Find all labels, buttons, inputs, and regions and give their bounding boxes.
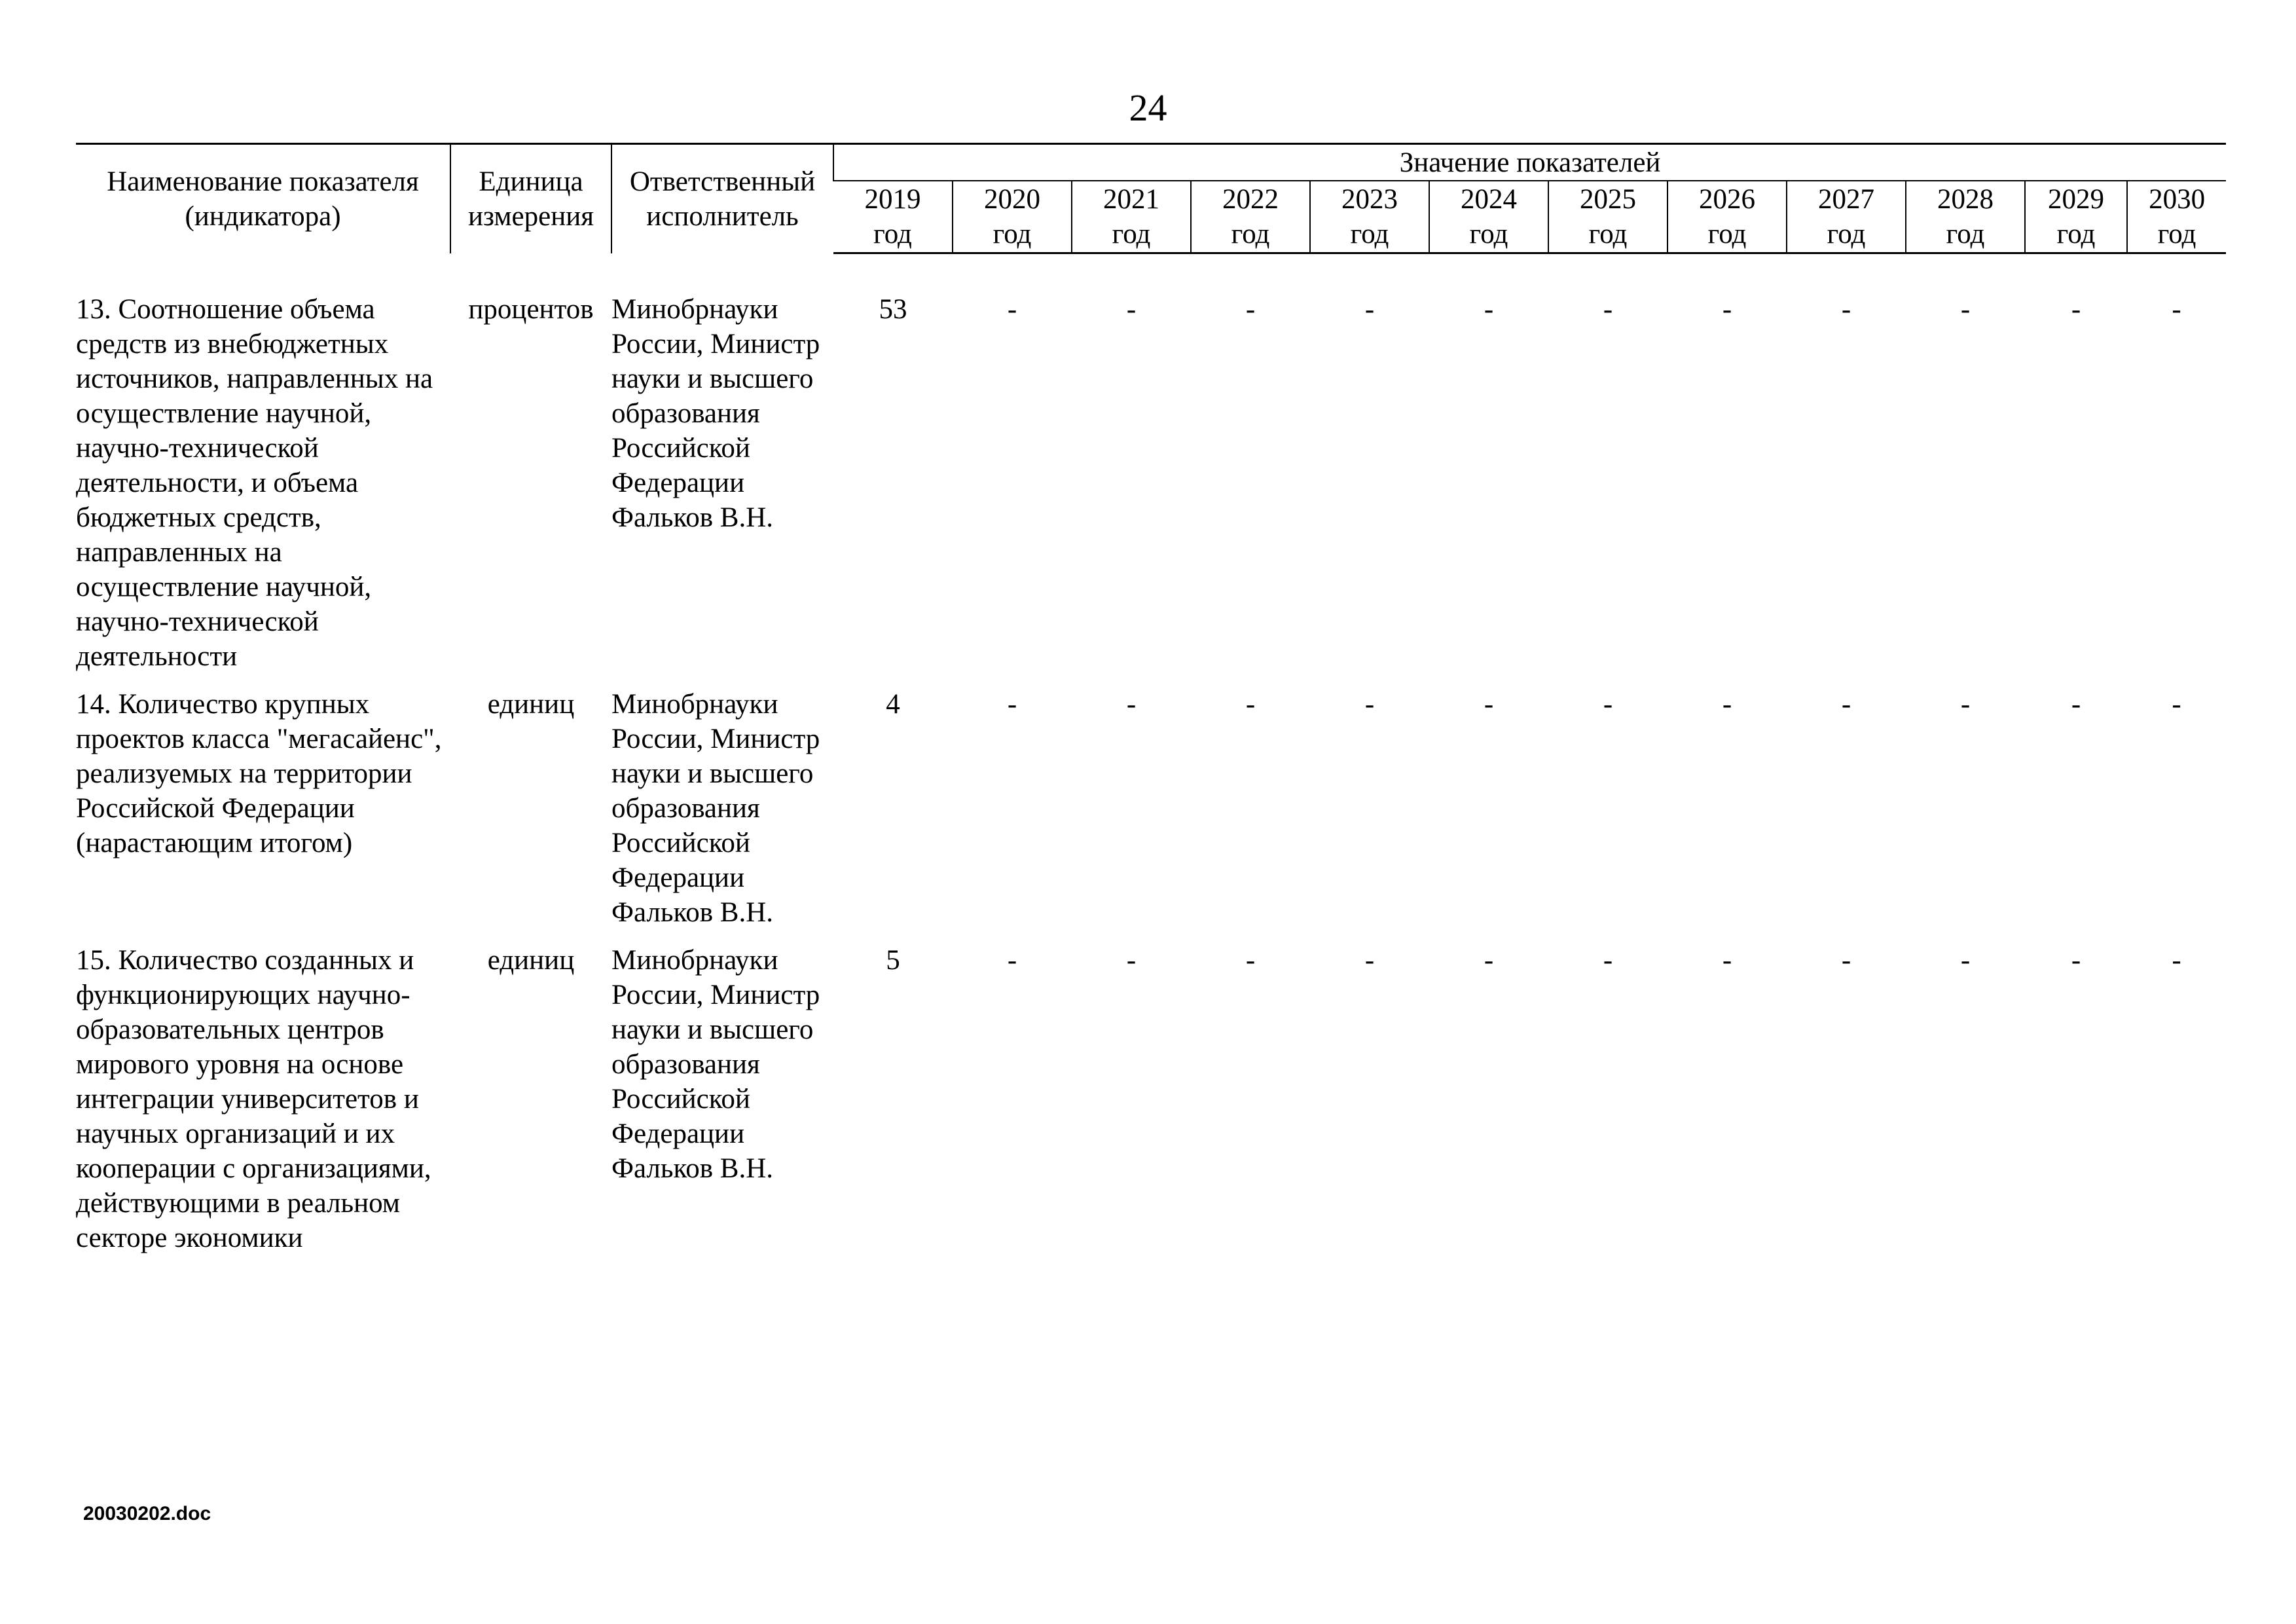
- header-values-group: Значение показателей: [833, 144, 2226, 181]
- indicator-value: -: [1960, 945, 1971, 976]
- indicator-value: -: [2071, 294, 2081, 325]
- header-year: 2028 год: [1906, 181, 2025, 253]
- header-unit: Единица измерения: [450, 144, 611, 253]
- indicator-value: -: [1126, 294, 1137, 325]
- indicator-value: -: [1841, 294, 1851, 325]
- indicator-value: -: [1484, 689, 1494, 720]
- indicator-value: -: [1841, 945, 1851, 976]
- indicator-value: -: [1722, 945, 1732, 976]
- indicator-value: -: [1960, 294, 1971, 325]
- indicator-value: 53: [879, 294, 907, 325]
- indicator-value: -: [2172, 945, 2181, 976]
- table-row: [76, 292, 2226, 674]
- indicator-value: -: [1007, 689, 1017, 720]
- header-responsible: Ответственный исполнитель: [611, 144, 833, 253]
- indicator-unit: единиц: [487, 945, 575, 976]
- indicator-name: 15. Количество созданных и функционирующих научно-образовательных центров мирового уровня на основе интеграции университетов и научных организаций и их кооперации с организациями, действующими в реальном секторе экономики: [76, 945, 431, 1253]
- indicator-value: -: [1722, 689, 1732, 720]
- indicator-unit: процентов: [468, 294, 594, 325]
- indicator-value: -: [1007, 945, 1017, 976]
- page-number: 24: [1129, 86, 1167, 129]
- indicator-value: -: [1364, 945, 1375, 976]
- indicator-value: -: [2172, 294, 2181, 325]
- header-year: 2020 год: [953, 181, 1072, 253]
- indicator-value: -: [1841, 689, 1851, 720]
- indicator-value: -: [1245, 294, 1256, 325]
- indicators-table: [76, 143, 2226, 1255]
- indicator-value: -: [1484, 945, 1494, 976]
- indicator-value: -: [1960, 689, 1971, 720]
- indicator-responsible: Минобрнауки России, Министр науки и высшего образования Российской Федерации Фальков В.Н.: [611, 294, 820, 533]
- indicator-unit: единиц: [487, 689, 575, 720]
- indicator-value: -: [1126, 689, 1137, 720]
- indicator-value: 4: [886, 689, 900, 720]
- indicator-responsible: Минобрнауки России, Министр науки и высшего образования Российской Федерации Фальков В.Н.: [611, 689, 820, 928]
- indicator-responsible: Минобрнауки России, Министр науки и высшего образования Российской Федерации Фальков В.Н.: [611, 945, 820, 1184]
- table-row: [76, 930, 2226, 1255]
- header-year: 2024 год: [1429, 181, 1548, 253]
- file-reference: 20030202.doc: [83, 1503, 211, 1524]
- header-year: 2029 год: [2025, 181, 2127, 253]
- header-year: 2023 год: [1310, 181, 1429, 253]
- indicator-value: -: [1245, 945, 1256, 976]
- header-year: 2026 год: [1667, 181, 1787, 253]
- indicator-name: 13. Соотношение объема средств из внебюджетных источников, направленных на осуществление научной, научно-технической деятельности, и объема бюджетных средств, направленных на осуществление научной, научно-технической деятельности: [76, 294, 433, 672]
- table-row: [76, 674, 2226, 930]
- indicator-value: -: [1126, 945, 1137, 976]
- header-year: 2019 год: [833, 181, 953, 253]
- indicator-value: -: [2071, 689, 2081, 720]
- indicator-value: -: [1722, 294, 1732, 325]
- header-year: 2025 год: [1548, 181, 1667, 253]
- indicator-value: -: [2172, 689, 2181, 720]
- header-year: 2030 год: [2127, 181, 2226, 253]
- header-year: 2027 год: [1787, 181, 1906, 253]
- header-year: 2021 год: [1072, 181, 1191, 253]
- indicator-value: -: [1245, 689, 1256, 720]
- header-year: 2022 год: [1191, 181, 1310, 253]
- indicator-value: -: [2071, 945, 2081, 976]
- header-indicator-name: Наименование показателя (индикатора): [76, 144, 450, 253]
- indicator-value: -: [1007, 294, 1017, 325]
- indicator-value: -: [1484, 294, 1494, 325]
- indicator-value: -: [1364, 294, 1375, 325]
- indicator-value: -: [1603, 689, 1613, 720]
- indicator-name: 14. Количество крупных проектов класса "мегасайенс", реализуемых на территории Российской Федерации (нарастающим итогом): [76, 689, 442, 858]
- indicator-value: -: [1603, 945, 1613, 976]
- indicator-value: -: [1364, 689, 1375, 720]
- indicator-value: 5: [886, 945, 900, 976]
- indicator-value: -: [1603, 294, 1613, 325]
